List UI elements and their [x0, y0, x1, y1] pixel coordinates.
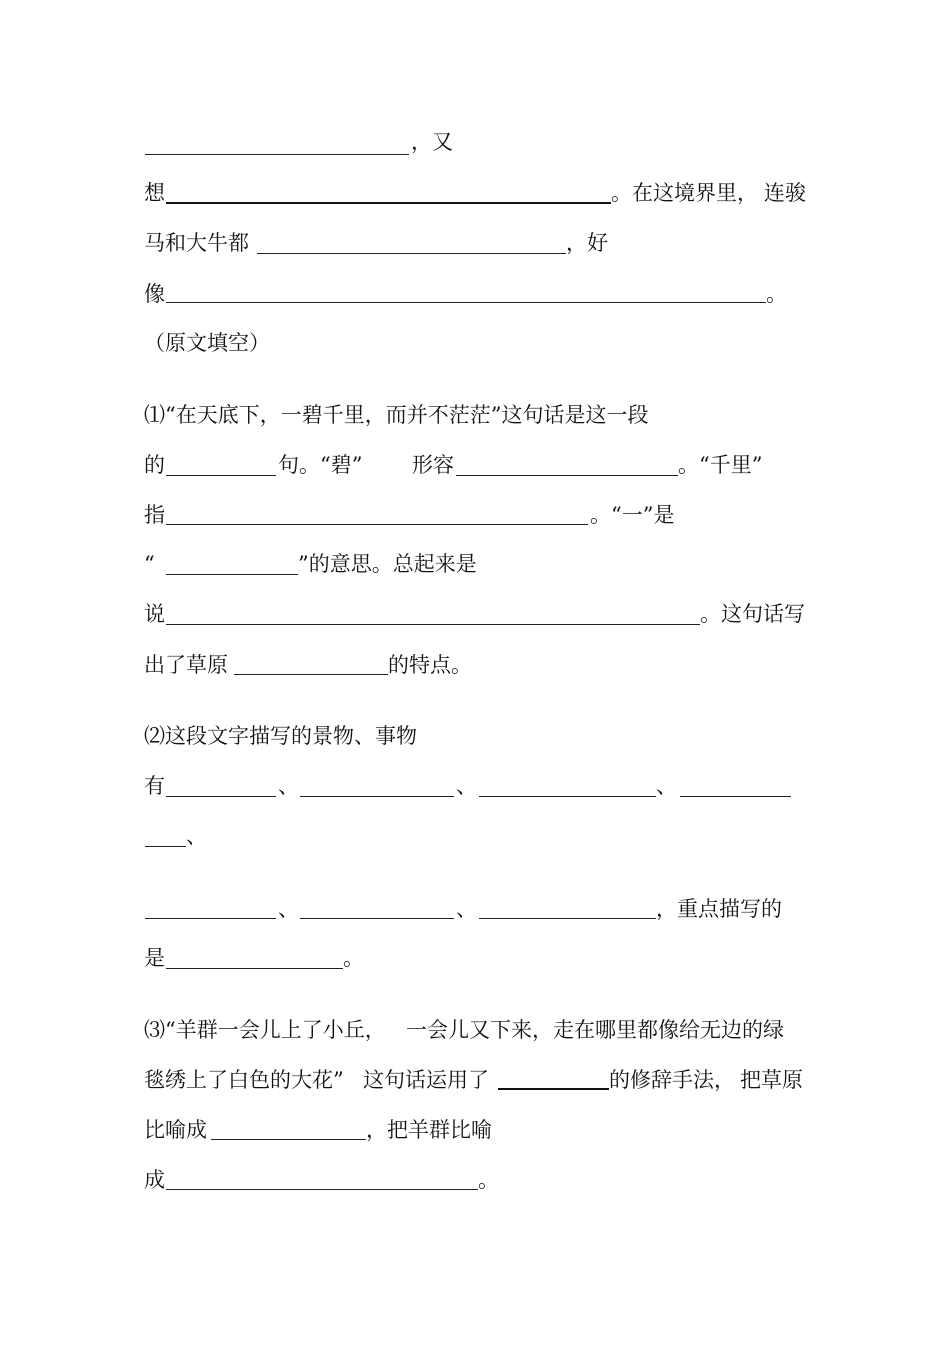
blank[interactable] [166, 475, 276, 476]
text: 毯绣上了白色的大花” [144, 1068, 344, 1092]
text: 像 [144, 282, 165, 306]
text: 、 [456, 774, 477, 798]
blank[interactable] [145, 154, 409, 155]
blank[interactable] [145, 918, 276, 919]
blank[interactable] [166, 968, 343, 969]
blank[interactable] [234, 674, 388, 675]
text: ，又 [411, 130, 453, 154]
blank[interactable] [166, 624, 700, 625]
text: 。 [478, 1168, 499, 1192]
blank[interactable] [257, 253, 566, 254]
blank[interactable] [145, 846, 186, 847]
blank[interactable] [680, 796, 791, 797]
text: ⑶“羊群一会儿上了小丘， [144, 1018, 386, 1042]
text: 。“一”是 [590, 503, 675, 527]
blank[interactable] [211, 1139, 366, 1140]
text: ，好 [566, 231, 608, 255]
blank[interactable] [300, 796, 454, 797]
text: 的修辞手法， [609, 1068, 735, 1092]
text: ，重点描写的 [656, 897, 782, 921]
text: 这句话运用了 [363, 1068, 489, 1092]
text: 把草原 [740, 1068, 803, 1092]
text: 是 [144, 946, 165, 970]
blank[interactable] [166, 574, 298, 575]
text: 。 [766, 282, 787, 306]
blank[interactable] [498, 1088, 609, 1090]
blank[interactable] [166, 1189, 478, 1190]
text: 、 [656, 774, 677, 798]
q2-stem: ⑵这段文字描写的景物、事物 [144, 724, 417, 748]
blank[interactable] [300, 918, 454, 919]
q1-stem: ⑴“在天底下，一碧千里，而并不茫茫”这句话是这一段 [144, 403, 649, 427]
text: 成 [144, 1168, 165, 1192]
text: 的特点。 [388, 653, 472, 677]
blank[interactable] [166, 202, 611, 204]
blank[interactable] [166, 302, 766, 303]
text: 、 [186, 824, 207, 848]
text: 马和大牛都 [144, 231, 249, 255]
text: 一会儿又下来，走在哪里都像给无边的绿 [406, 1018, 784, 1042]
text: 、 [278, 897, 299, 921]
text: 。“千里” [678, 453, 763, 477]
text: 出了草原 [144, 653, 228, 677]
blank[interactable] [456, 475, 678, 476]
instruction-note: （原文填空） [144, 331, 270, 355]
text: 。 [343, 946, 364, 970]
text: “ [144, 552, 155, 576]
text: 形容 [412, 453, 454, 477]
text: 连骏 [764, 181, 806, 205]
text: 句。“碧” [278, 453, 363, 477]
text: 的 [144, 453, 165, 477]
blank[interactable] [479, 796, 656, 797]
text: 比喻成 [144, 1118, 207, 1142]
blank[interactable] [479, 918, 656, 919]
text: 有 [144, 774, 165, 798]
text: 指 [144, 503, 165, 527]
text: ，把羊群比喻 [366, 1118, 492, 1142]
blank[interactable] [166, 796, 276, 797]
text: 、 [456, 897, 477, 921]
text: ”的意思。总起来是 [298, 552, 477, 576]
blank[interactable] [166, 524, 588, 525]
text: 。这句话写 [700, 602, 805, 626]
text: 说 [144, 602, 165, 626]
text: 。在这境界里， [611, 181, 758, 205]
text: 想 [144, 181, 165, 205]
text: 、 [278, 774, 299, 798]
